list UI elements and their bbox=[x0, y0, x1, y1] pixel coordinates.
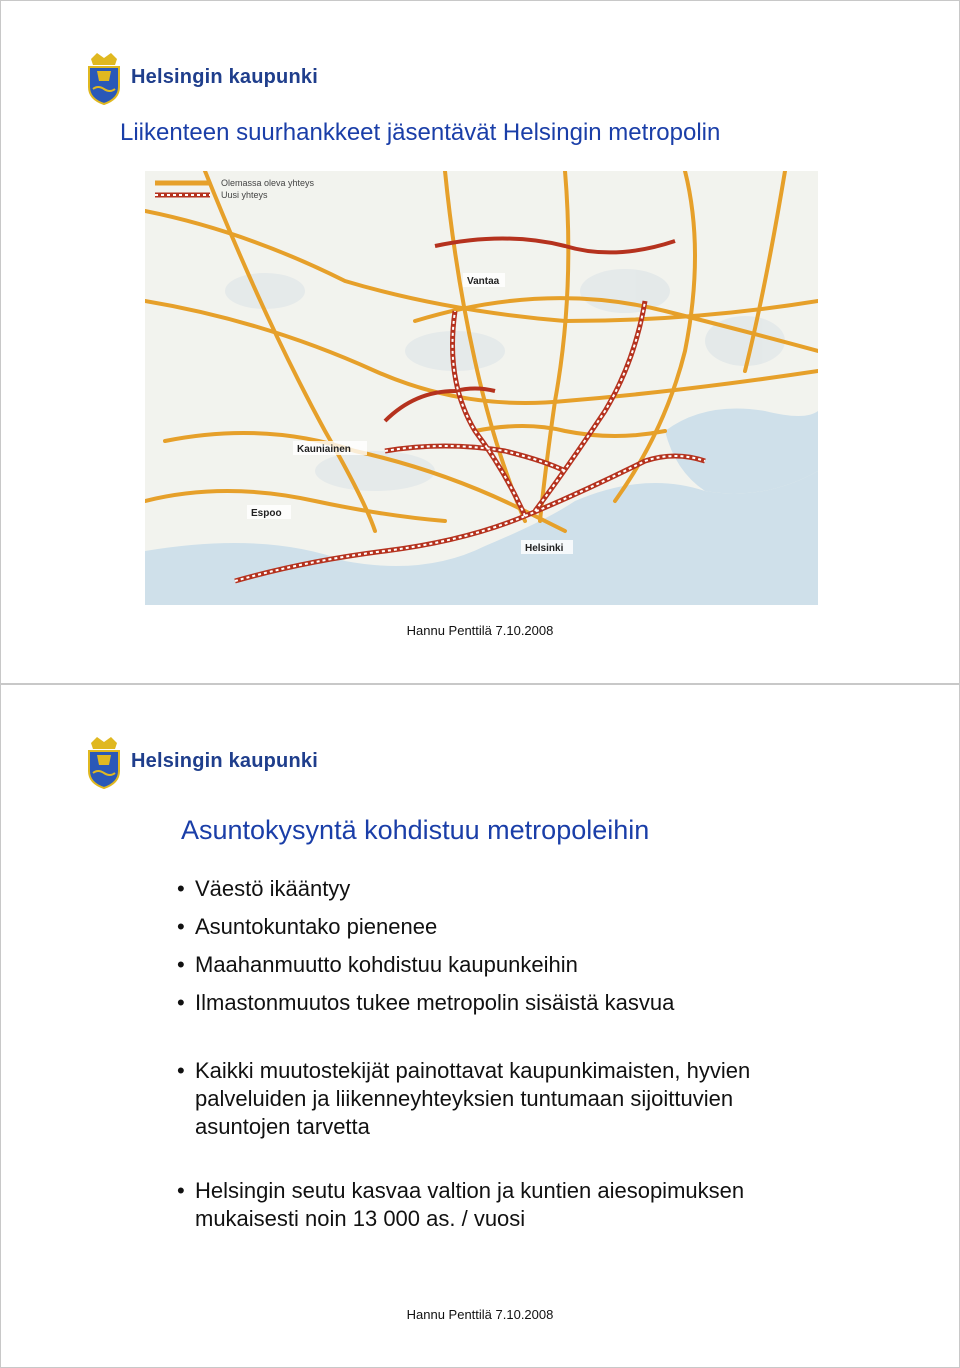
logo bbox=[85, 49, 318, 105]
slide-2 bbox=[0, 684, 960, 1368]
place-vantaa: Vantaa bbox=[467, 276, 500, 287]
bullet-item: • Asuntokuntako pienenee bbox=[177, 913, 795, 941]
bullet-item: • Kaikki muutostekijät painottavat kaupunkimaisten, hyvien palveluiden ja liikenneyhteyksien tuntumaan sijoittuvien asuntojen tarvetta bbox=[177, 1057, 795, 1141]
transport-map bbox=[145, 171, 818, 605]
place-espoo: Espoo bbox=[251, 508, 282, 519]
slide-title: Asuntokysyntä kohdistuu metropoleihin bbox=[181, 815, 650, 845]
bullet-item: • Maahanmuutto kohdistuu kaupunkeihin bbox=[177, 951, 795, 979]
helsinki-coat-of-arms-icon bbox=[85, 49, 123, 105]
slide-footer: Hannu Penttilä 7.10.2008 bbox=[406, 623, 554, 638]
logo bbox=[85, 733, 318, 789]
helsinki-coat-of-arms-icon bbox=[85, 733, 123, 789]
bullet-item: • Helsingin seutu kasvaa valtion ja kuntien aiesopimuksen mukaisesti noin 13 000 as. / vuosi bbox=[177, 1177, 795, 1233]
place-helsinki: Helsinki bbox=[525, 543, 564, 554]
legend-new: Uusi yhteys bbox=[221, 190, 268, 200]
logo-text: Helsingin kaupunki bbox=[131, 749, 318, 772]
logo-text: Helsingin kaupunki bbox=[131, 65, 318, 88]
slide-footer: Hannu Penttilä 7.10.2008 bbox=[406, 1307, 554, 1322]
place-kauniainen: Kauniainen bbox=[297, 444, 351, 455]
bullet-list bbox=[177, 875, 795, 1233]
legend-existing: Olemassa oleva yhteys bbox=[221, 178, 315, 188]
bullet-item: • Väestö ikääntyy bbox=[177, 875, 795, 903]
bullet-item: • Ilmastonmuutos tukee metropolin sisäistä kasvua bbox=[177, 989, 795, 1017]
slide-title: Liikenteen suurhankkeet jäsentävät Helsingin metropolin bbox=[120, 119, 721, 146]
